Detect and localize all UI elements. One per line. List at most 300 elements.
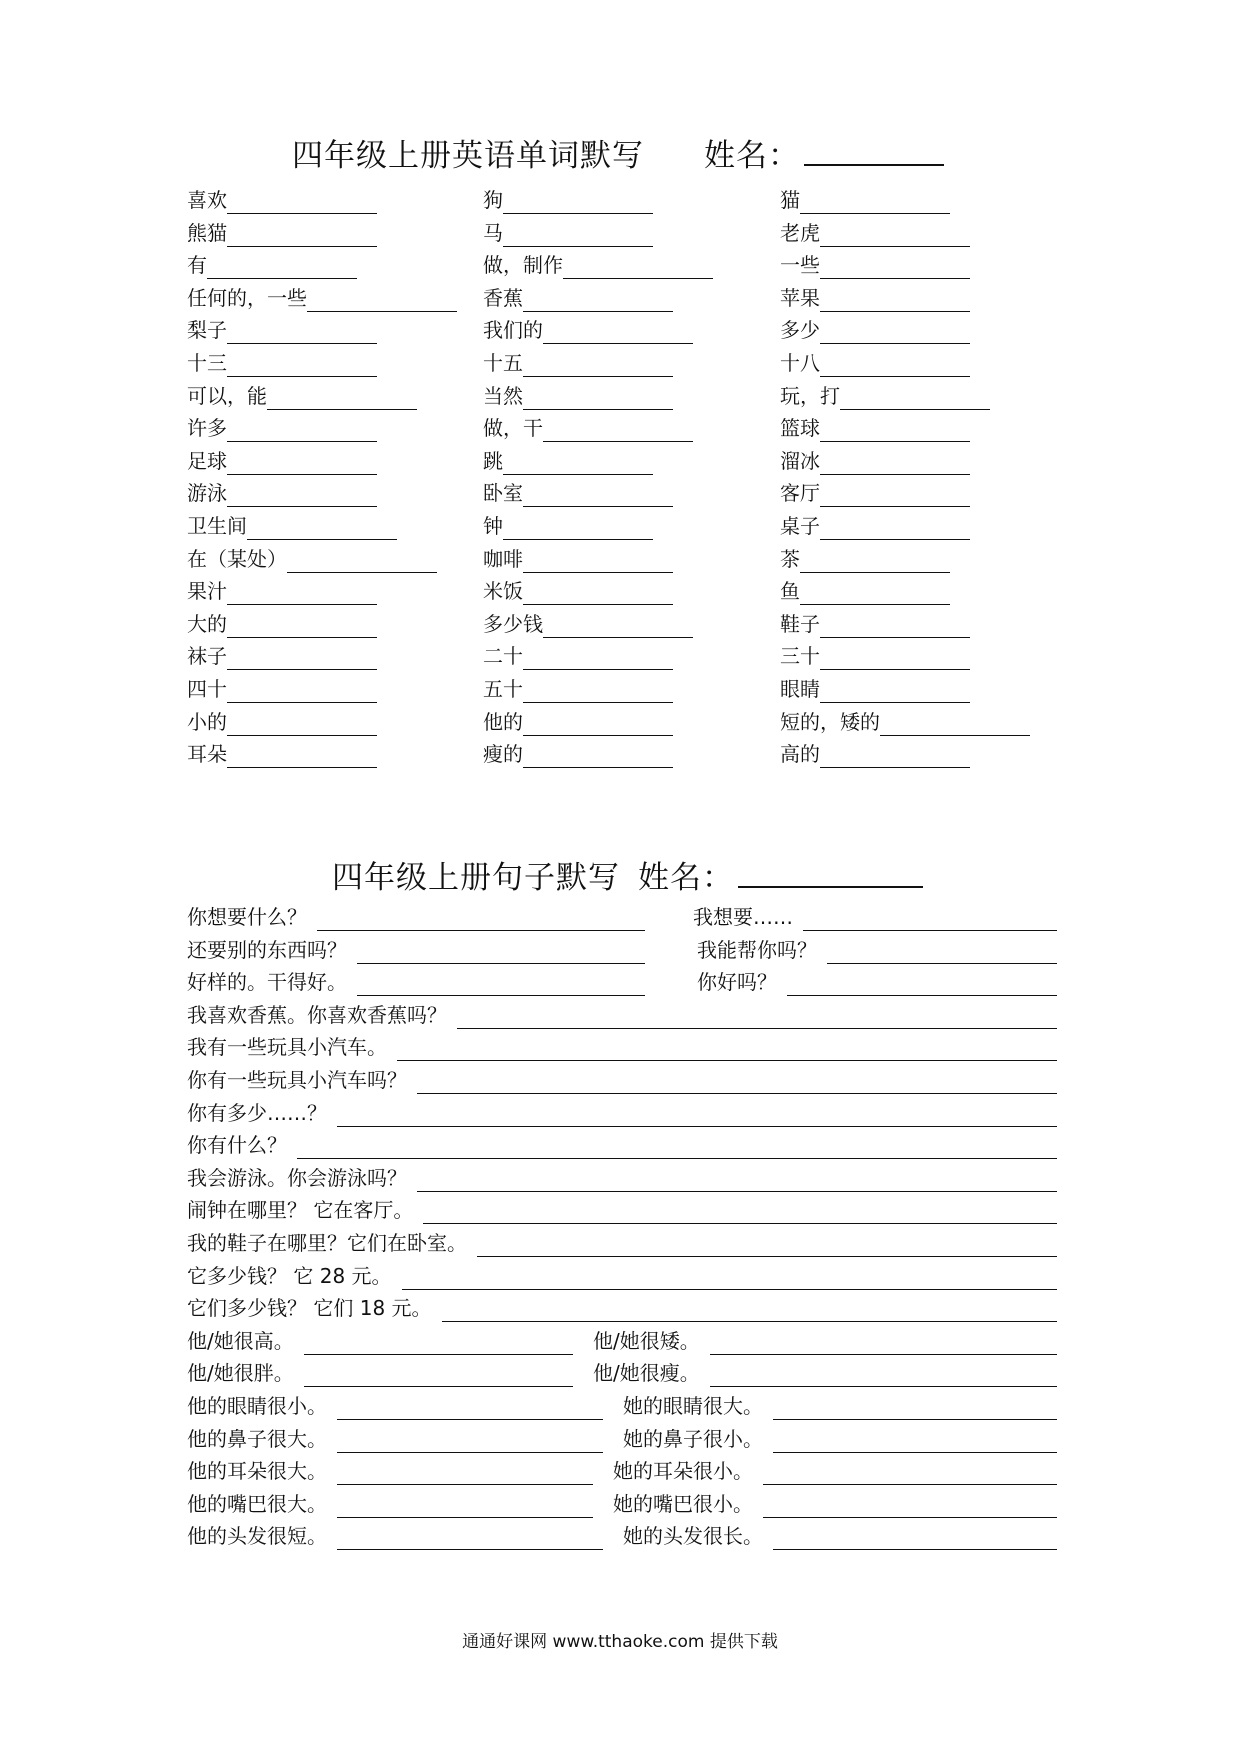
word-row xyxy=(187,251,1087,284)
word-item xyxy=(483,740,673,768)
answer-blank[interactable] xyxy=(417,1069,1057,1094)
word-item xyxy=(780,642,970,670)
word-prompt: 游泳 xyxy=(187,481,227,506)
sentence-list xyxy=(187,903,1057,1555)
answer-blank[interactable] xyxy=(840,385,990,410)
word-prompt: 小的 xyxy=(187,709,227,734)
answer-blank[interactable] xyxy=(267,385,417,410)
word-item xyxy=(780,577,950,605)
word-item xyxy=(187,349,377,377)
word-prompt: 一些 xyxy=(780,253,820,278)
word-prompt: 眼睛 xyxy=(780,676,820,701)
word-item xyxy=(187,382,417,410)
word-row xyxy=(187,642,1087,675)
word-item xyxy=(483,708,673,736)
answer-blank[interactable] xyxy=(763,1493,1057,1518)
word-prompt: 袜子 xyxy=(187,644,227,669)
sentence-prompt: 你好吗？ xyxy=(697,970,777,995)
answer-blank[interactable] xyxy=(523,580,673,605)
sentence-prompt: 他/她很高。 xyxy=(187,1328,294,1353)
word-item xyxy=(483,284,673,312)
answer-blank[interactable] xyxy=(820,450,970,475)
word-item xyxy=(187,219,377,247)
answer-blank[interactable] xyxy=(227,743,377,768)
answer-blank[interactable] xyxy=(442,1297,1057,1322)
answer-blank[interactable] xyxy=(763,1460,1057,1485)
word-item xyxy=(483,610,693,638)
word-prompt: 熊猫 xyxy=(187,220,227,245)
word-prompt: 有 xyxy=(187,253,207,278)
sentence-section-title xyxy=(332,852,923,897)
word-item xyxy=(187,251,357,279)
sentence-prompt: 他的眼睛很小。 xyxy=(187,1393,327,1418)
word-prompt: 米饭 xyxy=(483,579,523,604)
word-prompt: 茶 xyxy=(780,546,800,571)
answer-blank[interactable] xyxy=(304,1330,573,1355)
sentence-row xyxy=(187,1229,1057,1262)
word-item xyxy=(483,414,693,442)
sentence-prompt: 我会游泳。你会游泳吗？ xyxy=(187,1165,407,1190)
word-item xyxy=(780,316,970,344)
answer-blank[interactable] xyxy=(773,1428,1057,1453)
word-item xyxy=(187,740,377,768)
answer-blank[interactable] xyxy=(800,548,950,573)
word-item xyxy=(187,479,377,507)
word-prompt: 鞋子 xyxy=(780,611,820,636)
sentence-item xyxy=(187,1457,593,1485)
word-prompt: 可以，能 xyxy=(187,383,267,408)
answer-blank[interactable] xyxy=(337,1102,1057,1127)
answer-blank[interactable] xyxy=(227,319,377,344)
sentence-row xyxy=(187,1262,1057,1295)
sentence-title-text: 四年级上册句子默写 xyxy=(332,860,620,896)
sentence-row xyxy=(187,1359,1057,1392)
answer-blank[interactable] xyxy=(800,580,950,605)
sentence-item xyxy=(187,1229,1057,1257)
answer-blank[interactable] xyxy=(773,1525,1057,1550)
sentence-item xyxy=(593,1327,1057,1355)
sentence-prompt: 好样的。干得好。 xyxy=(187,970,347,995)
sentence-item xyxy=(697,936,1057,964)
sentence-row xyxy=(187,936,1057,969)
answer-blank[interactable] xyxy=(227,482,377,507)
sentence-item xyxy=(187,1262,1057,1290)
word-item xyxy=(483,642,673,670)
sentence-item xyxy=(187,1522,603,1550)
word-prompt: 老虎 xyxy=(780,220,820,245)
answer-blank[interactable] xyxy=(227,678,377,703)
sentence-row xyxy=(187,1425,1057,1458)
sentence-name-blank[interactable] xyxy=(738,882,923,888)
word-row xyxy=(187,610,1087,643)
answer-blank[interactable] xyxy=(820,645,970,670)
answer-blank[interactable] xyxy=(820,515,970,540)
sentence-item xyxy=(187,936,645,964)
answer-blank[interactable] xyxy=(337,1525,603,1550)
answer-blank[interactable] xyxy=(523,548,673,573)
answer-blank[interactable] xyxy=(503,450,653,475)
sentence-item xyxy=(613,1490,1057,1518)
sentence-prompt: 她的嘴巴很小。 xyxy=(613,1491,753,1516)
word-item xyxy=(187,610,377,638)
word-item xyxy=(187,642,377,670)
word-item xyxy=(483,186,653,214)
sentence-item xyxy=(187,1327,573,1355)
word-prompt: 十三 xyxy=(187,350,227,375)
answer-blank[interactable] xyxy=(402,1265,1057,1290)
sentence-prompt: 我能帮你吗？ xyxy=(697,937,817,962)
word-prompt: 当然 xyxy=(483,383,523,408)
word-item xyxy=(780,512,970,540)
answer-blank[interactable] xyxy=(820,482,970,507)
answer-blank[interactable] xyxy=(523,711,673,736)
word-prompt: 高的 xyxy=(780,742,820,767)
answer-blank[interactable] xyxy=(357,971,645,996)
sentence-row xyxy=(187,1490,1057,1523)
word-item xyxy=(780,447,970,475)
answer-blank[interactable] xyxy=(357,939,645,964)
answer-blank[interactable] xyxy=(227,222,377,247)
answer-blank[interactable] xyxy=(247,515,397,540)
answer-blank[interactable] xyxy=(227,417,377,442)
word-row xyxy=(187,447,1087,480)
word-item xyxy=(187,316,377,344)
answer-blank[interactable] xyxy=(307,287,457,312)
sentence-prompt: 我有一些玩具小汽车。 xyxy=(187,1035,387,1060)
word-prompt: 瘦的 xyxy=(483,742,523,767)
sentence-prompt: 她的耳朵很小。 xyxy=(613,1459,753,1484)
word-item xyxy=(187,284,457,312)
sentence-row xyxy=(187,1164,1057,1197)
answer-blank[interactable] xyxy=(503,189,653,214)
word-row xyxy=(187,284,1087,317)
word-prompt: 短的，矮的 xyxy=(780,709,880,734)
sentence-item xyxy=(187,1066,1057,1094)
answer-blank[interactable] xyxy=(820,222,970,247)
answer-blank[interactable] xyxy=(317,906,645,931)
word-item xyxy=(187,545,437,573)
answer-blank[interactable] xyxy=(287,548,437,573)
answer-blank[interactable] xyxy=(227,613,377,638)
answer-blank[interactable] xyxy=(787,971,1057,996)
sentence-prompt: 他的头发很短。 xyxy=(187,1524,327,1549)
word-item xyxy=(780,349,970,377)
answer-blank[interactable] xyxy=(820,613,970,638)
sentence-name-label: 姓名： xyxy=(638,860,734,896)
sentence-item xyxy=(187,1425,603,1453)
word-item xyxy=(780,414,970,442)
sentence-item xyxy=(187,1490,593,1518)
word-prompt: 五十 xyxy=(483,676,523,701)
answer-blank[interactable] xyxy=(543,319,693,344)
word-item xyxy=(483,447,653,475)
answer-blank[interactable] xyxy=(820,254,970,279)
sentence-item xyxy=(187,968,645,996)
sentence-prompt: 我的鞋子在哪里？它们在卧室。 xyxy=(187,1230,467,1255)
word-prompt: 足球 xyxy=(187,448,227,473)
word-prompt: 钟 xyxy=(483,513,503,538)
answer-blank[interactable] xyxy=(337,1460,593,1485)
sentence-item xyxy=(623,1425,1057,1453)
answer-blank[interactable] xyxy=(880,711,1030,736)
word-row xyxy=(187,675,1087,708)
sentence-prompt: 还要别的东西吗？ xyxy=(187,937,347,962)
sentence-prompt: 他的嘴巴很大。 xyxy=(187,1491,327,1516)
word-prompt: 我们的 xyxy=(483,318,543,343)
sentence-row xyxy=(187,903,1057,936)
word-prompt: 做，干 xyxy=(483,416,543,441)
word-item xyxy=(187,414,377,442)
word-row xyxy=(187,316,1087,349)
answer-blank[interactable] xyxy=(477,1232,1057,1257)
word-prompt: 玩，打 xyxy=(780,383,840,408)
word-prompt: 十八 xyxy=(780,350,820,375)
word-row xyxy=(187,740,1087,773)
sentence-item xyxy=(187,1131,1057,1159)
word-prompt: 多少钱 xyxy=(483,611,543,636)
word-row xyxy=(187,382,1087,415)
sentence-prompt: 你想要什么？ xyxy=(187,905,307,929)
answer-blank[interactable] xyxy=(523,678,673,703)
word-section-title xyxy=(292,130,944,175)
answer-blank[interactable] xyxy=(523,645,673,670)
word-prompt: 桌子 xyxy=(780,513,820,538)
word-prompt: 跳 xyxy=(483,448,503,473)
word-item xyxy=(187,512,397,540)
word-item xyxy=(483,251,713,279)
word-prompt: 苹果 xyxy=(780,285,820,310)
sentence-row xyxy=(187,1196,1057,1229)
answer-blank[interactable] xyxy=(423,1199,1057,1224)
answer-blank[interactable] xyxy=(803,906,1057,931)
answer-blank[interactable] xyxy=(397,1036,1057,1061)
sentence-item xyxy=(187,1001,1057,1029)
answer-blank[interactable] xyxy=(227,352,377,377)
word-item xyxy=(483,675,673,703)
answer-blank[interactable] xyxy=(710,1330,1057,1355)
word-row xyxy=(187,414,1087,447)
word-prompt: 许多 xyxy=(187,416,227,441)
word-item xyxy=(187,186,377,214)
word-item xyxy=(483,577,673,605)
sentence-item xyxy=(187,1196,1057,1224)
sentence-row xyxy=(187,1457,1057,1490)
word-row xyxy=(187,479,1087,512)
word-row xyxy=(187,186,1087,219)
sentence-prompt: 它们多少钱？ 它们 18 元。 xyxy=(187,1296,432,1321)
answer-blank[interactable] xyxy=(543,417,693,442)
sentence-prompt: 你有什么？ xyxy=(187,1133,287,1158)
answer-blank[interactable] xyxy=(827,939,1057,964)
answer-blank[interactable] xyxy=(523,385,673,410)
word-item xyxy=(780,284,970,312)
sentence-row xyxy=(187,1392,1057,1425)
word-prompt: 四十 xyxy=(187,676,227,701)
sentence-row xyxy=(187,1066,1057,1099)
word-prompt: 香蕉 xyxy=(483,285,523,310)
word-item xyxy=(780,545,950,573)
sentence-item xyxy=(593,1359,1057,1387)
answer-blank[interactable] xyxy=(337,1395,603,1420)
sentence-item xyxy=(693,903,1057,931)
sentence-item xyxy=(613,1457,1057,1485)
sentence-row xyxy=(187,1033,1057,1066)
sentence-item xyxy=(187,1392,603,1420)
word-item xyxy=(780,675,970,703)
answer-blank[interactable] xyxy=(297,1134,1057,1159)
word-item xyxy=(780,219,970,247)
word-prompt: 喜欢 xyxy=(187,188,227,212)
answer-blank[interactable] xyxy=(337,1493,593,1518)
answer-blank[interactable] xyxy=(523,743,673,768)
word-prompt: 果汁 xyxy=(187,579,227,604)
answer-blank[interactable] xyxy=(227,711,377,736)
word-prompt: 做，制作 xyxy=(483,253,563,278)
sentence-prompt: 他的耳朵很大。 xyxy=(187,1459,327,1484)
word-prompt: 梨子 xyxy=(187,318,227,343)
answer-blank[interactable] xyxy=(773,1395,1057,1420)
word-prompt: 二十 xyxy=(483,644,523,669)
answer-blank[interactable] xyxy=(523,287,673,312)
word-prompt: 客厅 xyxy=(780,481,820,506)
word-prompt: 十五 xyxy=(483,350,523,375)
sentence-item xyxy=(187,903,645,931)
answer-blank[interactable] xyxy=(227,580,377,605)
word-item xyxy=(187,675,377,703)
answer-blank[interactable] xyxy=(227,189,377,214)
answer-blank[interactable] xyxy=(337,1428,603,1453)
word-row xyxy=(187,577,1087,610)
answer-blank[interactable] xyxy=(820,352,970,377)
word-prompt: 卧室 xyxy=(483,481,523,506)
answer-blank[interactable] xyxy=(417,1167,1057,1192)
word-prompt: 篮球 xyxy=(780,416,820,441)
sentence-item xyxy=(187,1164,1057,1192)
answer-blank[interactable] xyxy=(820,678,970,703)
answer-blank[interactable] xyxy=(227,450,377,475)
sentence-prompt: 她的头发很长。 xyxy=(623,1524,763,1549)
answer-blank[interactable] xyxy=(523,482,673,507)
word-item xyxy=(483,479,673,507)
sentence-item xyxy=(623,1522,1057,1550)
word-prompt: 大的 xyxy=(187,611,227,636)
word-prompt: 鱼 xyxy=(780,579,800,604)
word-item xyxy=(483,512,653,540)
sentence-item xyxy=(187,1099,1057,1127)
word-item xyxy=(483,316,693,344)
word-name-blank[interactable] xyxy=(804,160,944,166)
answer-blank[interactable] xyxy=(710,1362,1057,1387)
word-item xyxy=(780,610,970,638)
answer-blank[interactable] xyxy=(800,189,950,214)
answer-blank[interactable] xyxy=(304,1362,573,1387)
sentence-row xyxy=(187,968,1057,1001)
answer-blank[interactable] xyxy=(227,645,377,670)
word-row xyxy=(187,349,1087,382)
sentence-row xyxy=(187,1099,1057,1132)
sentence-prompt: 闹钟在哪里？ 它在客厅。 xyxy=(187,1198,414,1223)
sentence-prompt: 我想要…… xyxy=(693,905,793,929)
sentence-prompt: 你有一些玩具小汽车吗？ xyxy=(187,1067,407,1092)
sentence-row xyxy=(187,1327,1057,1360)
word-item xyxy=(483,382,673,410)
word-item xyxy=(780,251,970,279)
footer-credit: 通通好课网 www.tthaoke.com 提供下载 xyxy=(462,1632,778,1652)
sentence-prompt: 他/她很瘦。 xyxy=(593,1361,700,1386)
word-prompt: 溜冰 xyxy=(780,448,820,473)
word-prompt: 狗 xyxy=(483,188,503,212)
answer-blank[interactable] xyxy=(820,319,970,344)
word-grid xyxy=(187,186,1087,773)
sentence-prompt: 我喜欢香蕉。你喜欢香蕉吗？ xyxy=(187,1002,447,1027)
word-prompt: 猫 xyxy=(780,188,800,212)
word-item xyxy=(187,577,377,605)
sentence-item xyxy=(187,1033,1057,1061)
sentence-prompt: 他/她很胖。 xyxy=(187,1361,294,1386)
sentence-prompt: 它多少钱？ 它 28 元。 xyxy=(187,1263,392,1288)
sentence-item xyxy=(187,1294,1057,1322)
word-prompt: 咖啡 xyxy=(483,546,523,571)
answer-blank[interactable] xyxy=(820,743,970,768)
word-item xyxy=(483,349,673,377)
word-prompt: 在（某处） xyxy=(187,546,287,571)
word-prompt: 任何的，一些 xyxy=(187,285,307,310)
word-prompt: 多少 xyxy=(780,318,820,343)
sentence-item xyxy=(623,1392,1057,1420)
word-item xyxy=(780,186,950,214)
word-item xyxy=(187,447,377,475)
word-prompt: 卫生间 xyxy=(187,513,247,538)
word-item xyxy=(483,545,673,573)
word-row xyxy=(187,545,1087,578)
word-prompt: 他的 xyxy=(483,709,523,734)
answer-blank[interactable] xyxy=(503,222,653,247)
answer-blank[interactable] xyxy=(543,613,693,638)
word-prompt: 耳朵 xyxy=(187,742,227,767)
answer-blank[interactable] xyxy=(563,254,713,279)
answer-blank[interactable] xyxy=(523,352,673,377)
word-name-label: 姓名： xyxy=(704,138,800,174)
word-item xyxy=(187,708,377,736)
word-item xyxy=(483,219,653,247)
word-title-text: 四年级上册英语单词默写 xyxy=(292,138,644,174)
word-item xyxy=(780,740,970,768)
word-row xyxy=(187,219,1087,252)
sentence-row xyxy=(187,1294,1057,1327)
word-item xyxy=(780,708,1030,736)
answer-blank[interactable] xyxy=(503,515,653,540)
sentence-prompt: 她的鼻子很小。 xyxy=(623,1426,763,1451)
sentence-item xyxy=(187,1359,573,1387)
word-row xyxy=(187,512,1087,545)
answer-blank[interactable] xyxy=(457,1004,1057,1029)
word-item xyxy=(780,479,970,507)
word-item xyxy=(780,382,990,410)
answer-blank[interactable] xyxy=(207,254,357,279)
answer-blank[interactable] xyxy=(820,287,970,312)
sentence-item xyxy=(697,968,1057,996)
sentence-row xyxy=(187,1001,1057,1034)
sentence-row xyxy=(187,1522,1057,1555)
word-prompt: 马 xyxy=(483,220,503,245)
word-row xyxy=(187,708,1087,741)
sentence-prompt: 他的鼻子很大。 xyxy=(187,1426,327,1451)
sentence-prompt: 你有多少……？ xyxy=(187,1100,327,1125)
answer-blank[interactable] xyxy=(820,417,970,442)
sentence-prompt: 他/她很矮。 xyxy=(593,1328,700,1353)
sentence-row xyxy=(187,1131,1057,1164)
sentence-prompt: 她的眼睛很大。 xyxy=(623,1393,763,1418)
